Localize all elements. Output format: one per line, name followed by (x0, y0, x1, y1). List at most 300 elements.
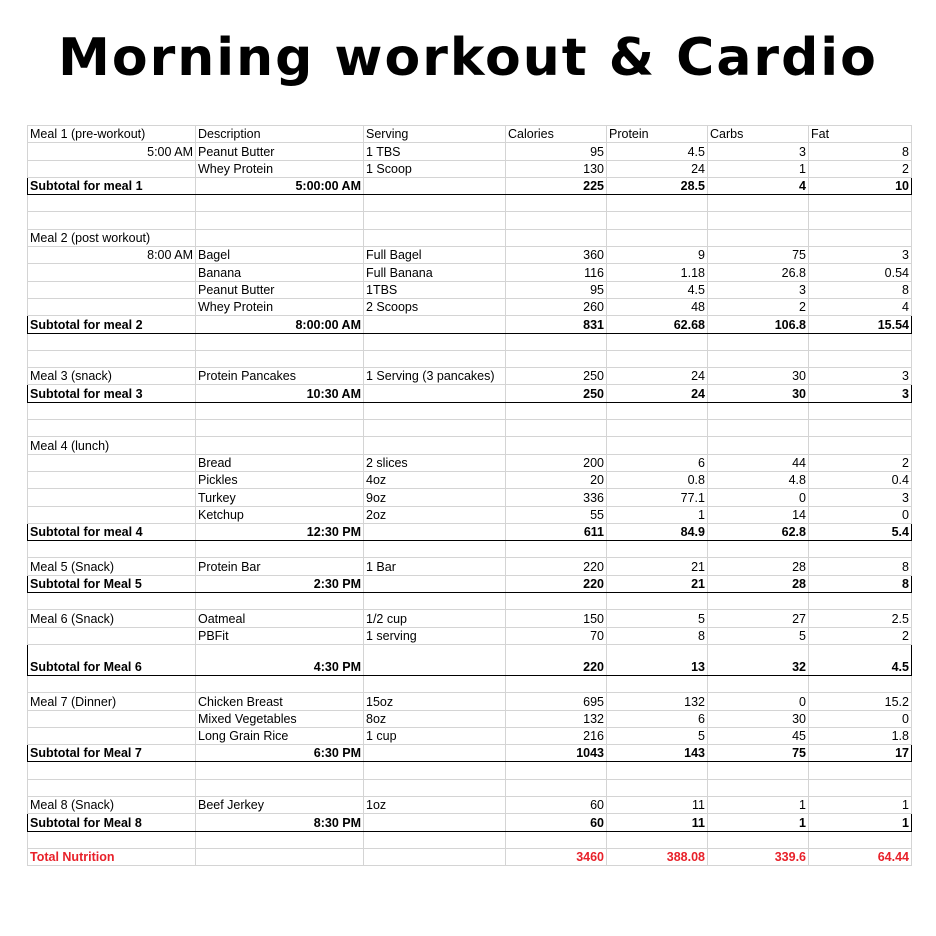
cell[interactable]: 220 (506, 575, 607, 592)
cell[interactable] (506, 333, 607, 350)
cell[interactable]: 5:00 AM (28, 143, 196, 160)
cell[interactable]: Chicken Breast (196, 693, 364, 710)
cell[interactable]: 2 (809, 627, 912, 644)
cell[interactable] (364, 644, 506, 675)
cell[interactable] (28, 831, 196, 848)
cell[interactable]: 11 (607, 814, 708, 831)
cell[interactable] (809, 779, 912, 796)
cell[interactable]: 1043 (506, 745, 607, 762)
cell[interactable] (196, 333, 364, 350)
column-header[interactable]: Protein (607, 126, 708, 143)
cell[interactable]: 21 (607, 558, 708, 575)
column-header[interactable]: Carbs (708, 126, 809, 143)
cell[interactable]: 225 (506, 177, 607, 194)
cell[interactable]: 5:00:00 AM (196, 177, 364, 194)
cell[interactable]: 12:30 PM (196, 523, 364, 540)
cell[interactable]: 4.5 (607, 143, 708, 160)
cell[interactable]: 30 (708, 368, 809, 385)
cell[interactable] (708, 675, 809, 692)
cell[interactable] (364, 316, 506, 333)
cell[interactable]: 3 (809, 368, 912, 385)
cell[interactable]: 1 serving (364, 627, 506, 644)
cell[interactable] (364, 212, 506, 229)
column-header[interactable]: Serving (364, 126, 506, 143)
cell[interactable]: 20 (506, 471, 607, 488)
cell[interactable] (28, 160, 196, 177)
cell[interactable] (28, 281, 196, 298)
cell[interactable] (506, 402, 607, 419)
cell[interactable]: 13 (607, 644, 708, 675)
cell[interactable]: Full Banana (364, 264, 506, 281)
cell[interactable] (506, 675, 607, 692)
cell[interactable]: 8 (607, 627, 708, 644)
cell[interactable] (506, 195, 607, 212)
cell[interactable] (506, 212, 607, 229)
cell[interactable]: 28 (708, 558, 809, 575)
cell[interactable] (364, 831, 506, 848)
cell[interactable] (809, 212, 912, 229)
cell[interactable]: Meal 6 (Snack) (28, 610, 196, 627)
cell[interactable]: 5.4 (809, 523, 912, 540)
cell[interactable]: 1/2 cup (364, 610, 506, 627)
cell[interactable] (196, 779, 364, 796)
cell[interactable]: Ketchup (196, 506, 364, 523)
cell[interactable]: Oatmeal (196, 610, 364, 627)
cell[interactable]: 62.68 (607, 316, 708, 333)
cell[interactable]: Protein Bar (196, 558, 364, 575)
cell[interactable] (607, 762, 708, 779)
cell[interactable] (28, 212, 196, 229)
cell[interactable]: 2oz (364, 506, 506, 523)
cell[interactable]: 4.5 (607, 281, 708, 298)
cell[interactable]: 15.54 (809, 316, 912, 333)
cell[interactable]: 15.2 (809, 693, 912, 710)
cell[interactable] (28, 710, 196, 727)
cell[interactable] (708, 195, 809, 212)
column-header[interactable]: Description (196, 126, 364, 143)
cell[interactable]: 1 TBS (364, 143, 506, 160)
cell[interactable] (809, 420, 912, 437)
cell[interactable]: 0.4 (809, 471, 912, 488)
cell[interactable] (708, 212, 809, 229)
column-header[interactable]: Calories (506, 126, 607, 143)
cell[interactable] (28, 350, 196, 367)
cell[interactable]: 388.08 (607, 848, 708, 865)
cell[interactable] (196, 195, 364, 212)
cell[interactable]: 8 (809, 575, 912, 592)
cell[interactable] (28, 333, 196, 350)
cell[interactable]: 77.1 (607, 489, 708, 506)
cell[interactable]: 95 (506, 281, 607, 298)
cell[interactable]: 339.6 (708, 848, 809, 865)
cell[interactable] (708, 229, 809, 246)
cell[interactable] (196, 420, 364, 437)
cell[interactable] (28, 506, 196, 523)
cell[interactable] (506, 350, 607, 367)
cell[interactable] (506, 831, 607, 848)
cell[interactable] (28, 627, 196, 644)
cell[interactable] (708, 541, 809, 558)
cell[interactable]: Peanut Butter (196, 143, 364, 160)
cell[interactable]: 15oz (364, 693, 506, 710)
cell[interactable] (809, 762, 912, 779)
cell[interactable] (607, 593, 708, 610)
cell[interactable]: Beef Jerkey (196, 796, 364, 813)
cell[interactable] (809, 437, 912, 454)
cell[interactable]: 28.5 (607, 177, 708, 194)
cell[interactable]: Mixed Vegetables (196, 710, 364, 727)
cell[interactable]: Subtotal for meal 2 (28, 316, 196, 333)
cell[interactable]: 8oz (364, 710, 506, 727)
column-header[interactable]: Meal 1 (pre-workout) (28, 126, 196, 143)
cell[interactable]: 1 (809, 796, 912, 813)
cell[interactable]: 1 (809, 814, 912, 831)
cell[interactable]: Subtotal for meal 4 (28, 523, 196, 540)
cell[interactable] (364, 437, 506, 454)
cell[interactable] (28, 471, 196, 488)
cell[interactable] (196, 831, 364, 848)
cell[interactable]: 30 (708, 710, 809, 727)
cell[interactable]: 250 (506, 368, 607, 385)
cell[interactable]: Turkey (196, 489, 364, 506)
cell[interactable]: 60 (506, 796, 607, 813)
cell[interactable] (809, 541, 912, 558)
cell[interactable]: 336 (506, 489, 607, 506)
cell[interactable]: 220 (506, 558, 607, 575)
cell[interactable] (708, 402, 809, 419)
cell[interactable] (708, 831, 809, 848)
cell[interactable]: 6 (607, 710, 708, 727)
cell[interactable] (607, 333, 708, 350)
cell[interactable] (28, 195, 196, 212)
cell[interactable]: 28 (708, 575, 809, 592)
cell[interactable] (196, 212, 364, 229)
cell[interactable]: PBFit (196, 627, 364, 644)
cell[interactable]: 62.8 (708, 523, 809, 540)
cell[interactable] (196, 541, 364, 558)
cell[interactable] (506, 762, 607, 779)
cell[interactable]: 1.18 (607, 264, 708, 281)
cell[interactable]: Banana (196, 264, 364, 281)
cell[interactable] (28, 264, 196, 281)
cell[interactable] (364, 593, 506, 610)
cell[interactable]: 4 (708, 177, 809, 194)
cell[interactable] (196, 593, 364, 610)
cell[interactable]: 4.5 (809, 644, 912, 675)
cell[interactable] (28, 454, 196, 471)
cell[interactable]: 24 (607, 385, 708, 402)
cell[interactable]: 1TBS (364, 281, 506, 298)
cell[interactable]: 17 (809, 745, 912, 762)
cell[interactable] (28, 675, 196, 692)
cell[interactable]: 6:30 PM (196, 745, 364, 762)
cell[interactable]: 5 (708, 627, 809, 644)
table-row (28, 368, 912, 385)
cell[interactable]: 0 (708, 489, 809, 506)
cell[interactable]: 2 (809, 160, 912, 177)
cell[interactable] (364, 177, 506, 194)
cell[interactable] (364, 420, 506, 437)
cell[interactable]: Subtotal for Meal 8 (28, 814, 196, 831)
cell[interactable] (364, 402, 506, 419)
cell[interactable]: 3 (708, 143, 809, 160)
cell[interactable] (708, 762, 809, 779)
cell[interactable]: Total Nutrition (28, 848, 196, 865)
cell[interactable]: 26.8 (708, 264, 809, 281)
cell[interactable]: 48 (607, 298, 708, 315)
cell[interactable] (607, 420, 708, 437)
cell[interactable]: 3 (809, 489, 912, 506)
cell[interactable] (196, 675, 364, 692)
cell[interactable]: Meal 2 (post workout) (28, 229, 196, 246)
cell[interactable]: 32 (708, 644, 809, 675)
cell[interactable]: 44 (708, 454, 809, 471)
cell[interactable]: Meal 7 (Dinner) (28, 693, 196, 710)
cell[interactable] (607, 831, 708, 848)
cell[interactable] (607, 212, 708, 229)
cell[interactable]: Subtotal for Meal 7 (28, 745, 196, 762)
cell[interactable] (607, 541, 708, 558)
cell[interactable]: 220 (506, 644, 607, 675)
cell[interactable]: 2 slices (364, 454, 506, 471)
cell[interactable]: 4oz (364, 471, 506, 488)
cell[interactable] (506, 229, 607, 246)
cell[interactable] (196, 437, 364, 454)
cell[interactable]: 6 (607, 454, 708, 471)
cell[interactable]: 1 cup (364, 727, 506, 744)
cell[interactable] (607, 779, 708, 796)
cell[interactable] (607, 350, 708, 367)
table-row (28, 506, 912, 523)
cell[interactable] (364, 385, 506, 402)
table-row (28, 264, 912, 281)
cell[interactable]: Meal 5 (Snack) (28, 558, 196, 575)
cell[interactable]: 260 (506, 298, 607, 315)
cell[interactable]: 9oz (364, 489, 506, 506)
cell[interactable]: 2:30 PM (196, 575, 364, 592)
cell[interactable]: 8:30 PM (196, 814, 364, 831)
cell[interactable]: 1 (708, 160, 809, 177)
cell[interactable] (28, 420, 196, 437)
cell[interactable] (28, 298, 196, 315)
cell[interactable]: 2 (809, 454, 912, 471)
cell[interactable]: 2 (708, 298, 809, 315)
cell[interactable] (28, 593, 196, 610)
cell[interactable] (809, 333, 912, 350)
cell[interactable]: Protein Pancakes (196, 368, 364, 385)
cell[interactable]: 10:30 AM (196, 385, 364, 402)
cell[interactable]: 116 (506, 264, 607, 281)
cell[interactable]: 8:00:00 AM (196, 316, 364, 333)
cell[interactable]: Full Bagel (364, 247, 506, 264)
cell[interactable]: 360 (506, 247, 607, 264)
column-header[interactable]: Fat (809, 126, 912, 143)
cell[interactable]: 1 Scoop (364, 160, 506, 177)
cell[interactable] (708, 333, 809, 350)
cell[interactable] (364, 541, 506, 558)
cell[interactable]: 831 (506, 316, 607, 333)
cell[interactable]: 3 (708, 281, 809, 298)
cell[interactable] (708, 779, 809, 796)
cell[interactable]: 8:00 AM (28, 247, 196, 264)
cell[interactable]: Peanut Butter (196, 281, 364, 298)
cell[interactable]: 3 (809, 247, 912, 264)
cell[interactable]: 695 (506, 693, 607, 710)
cell[interactable] (809, 675, 912, 692)
cell[interactable]: 21 (607, 575, 708, 592)
cell[interactable]: 132 (607, 693, 708, 710)
cell[interactable] (364, 575, 506, 592)
cell[interactable]: 1.8 (809, 727, 912, 744)
cell[interactable]: Subtotal for Meal 5 (28, 575, 196, 592)
cell[interactable] (708, 593, 809, 610)
cell[interactable]: Pickles (196, 471, 364, 488)
cell[interactable] (607, 437, 708, 454)
cell[interactable] (809, 350, 912, 367)
cell[interactable]: 64.44 (809, 848, 912, 865)
cell[interactable]: 1 (708, 796, 809, 813)
cell[interactable] (364, 745, 506, 762)
cell[interactable]: 24 (607, 160, 708, 177)
table-row (28, 333, 912, 350)
cell[interactable] (364, 848, 506, 865)
cell[interactable] (506, 779, 607, 796)
cell[interactable] (196, 350, 364, 367)
cell[interactable] (607, 402, 708, 419)
cell[interactable]: 1 (607, 506, 708, 523)
cell[interactable] (196, 762, 364, 779)
cell[interactable]: 3 (809, 385, 912, 402)
cell[interactable]: 70 (506, 627, 607, 644)
cell[interactable] (506, 541, 607, 558)
cell[interactable]: Bread (196, 454, 364, 471)
cell[interactable] (364, 229, 506, 246)
cell[interactable]: 24 (607, 368, 708, 385)
cell[interactable]: 0 (809, 710, 912, 727)
cell[interactable]: 27 (708, 610, 809, 627)
cell[interactable]: 45 (708, 727, 809, 744)
cell[interactable]: Whey Protein (196, 160, 364, 177)
cell[interactable]: 132 (506, 710, 607, 727)
cell[interactable] (607, 675, 708, 692)
cell[interactable]: Meal 4 (lunch) (28, 437, 196, 454)
cell[interactable]: 75 (708, 745, 809, 762)
cell[interactable] (28, 489, 196, 506)
cell[interactable] (364, 675, 506, 692)
cell[interactable]: 5 (607, 610, 708, 627)
cell[interactable]: 106.8 (708, 316, 809, 333)
cell[interactable]: 0 (809, 506, 912, 523)
cell[interactable]: 8 (809, 558, 912, 575)
cell[interactable]: 75 (708, 247, 809, 264)
cell[interactable]: 3460 (506, 848, 607, 865)
cell[interactable]: 5 (607, 727, 708, 744)
cell[interactable]: Whey Protein (196, 298, 364, 315)
cell[interactable]: 2.5 (809, 610, 912, 627)
cell[interactable]: Bagel (196, 247, 364, 264)
cell[interactable]: Meal 8 (Snack) (28, 796, 196, 813)
cell[interactable]: 0.54 (809, 264, 912, 281)
cell[interactable] (506, 437, 607, 454)
cell[interactable] (364, 195, 506, 212)
cell[interactable]: Subtotal for meal 1 (28, 177, 196, 194)
cell[interactable]: 95 (506, 143, 607, 160)
cell[interactable] (364, 814, 506, 831)
cell[interactable]: 84.9 (607, 523, 708, 540)
cell[interactable]: 10 (809, 177, 912, 194)
cell[interactable] (809, 195, 912, 212)
cell[interactable] (607, 229, 708, 246)
cell[interactable] (364, 350, 506, 367)
cell[interactable]: 143 (607, 745, 708, 762)
cell[interactable]: Subtotal for meal 3 (28, 385, 196, 402)
cell[interactable] (506, 420, 607, 437)
cell[interactable] (28, 779, 196, 796)
cell[interactable]: Subtotal for Meal 6 (28, 644, 196, 675)
cell[interactable] (809, 402, 912, 419)
cell[interactable]: 4 (809, 298, 912, 315)
cell[interactable] (809, 229, 912, 246)
cell[interactable]: 60 (506, 814, 607, 831)
cell[interactable] (506, 593, 607, 610)
cell[interactable] (809, 831, 912, 848)
cell[interactable] (809, 593, 912, 610)
cell[interactable]: 4.8 (708, 471, 809, 488)
cell[interactable]: 1 Bar (364, 558, 506, 575)
cell[interactable] (28, 727, 196, 744)
cell[interactable] (28, 762, 196, 779)
cell[interactable] (364, 333, 506, 350)
cell[interactable]: 611 (506, 523, 607, 540)
cell[interactable]: 55 (506, 506, 607, 523)
cell[interactable]: 130 (506, 160, 607, 177)
cell[interactable] (364, 762, 506, 779)
cell[interactable] (28, 541, 196, 558)
cell[interactable] (364, 779, 506, 796)
cell[interactable]: 8 (809, 281, 912, 298)
cell[interactable]: 2 Scoops (364, 298, 506, 315)
cell[interactable] (708, 420, 809, 437)
table-row (28, 143, 912, 160)
cell[interactable]: 30 (708, 385, 809, 402)
cell[interactable] (708, 350, 809, 367)
cell[interactable]: 0 (708, 693, 809, 710)
table-row (28, 195, 912, 212)
cell[interactable]: 150 (506, 610, 607, 627)
cell[interactable]: Long Grain Rice (196, 727, 364, 744)
cell[interactable] (364, 523, 506, 540)
cell[interactable] (196, 848, 364, 865)
cell[interactable]: 11 (607, 796, 708, 813)
cell[interactable]: 1 Serving (3 pancakes) (364, 368, 506, 385)
cell[interactable] (607, 195, 708, 212)
cell[interactable] (28, 402, 196, 419)
cell[interactable] (708, 437, 809, 454)
cell[interactable]: 216 (506, 727, 607, 744)
cell[interactable]: 14 (708, 506, 809, 523)
cell[interactable] (196, 229, 364, 246)
cell[interactable]: Meal 3 (snack) (28, 368, 196, 385)
cell[interactable]: 8 (809, 143, 912, 160)
cell[interactable] (196, 402, 364, 419)
cell[interactable]: 0.8 (607, 471, 708, 488)
cell[interactable]: 1oz (364, 796, 506, 813)
cell[interactable]: 1 (708, 814, 809, 831)
cell[interactable]: 4:30 PM (196, 644, 364, 675)
cell[interactable]: 9 (607, 247, 708, 264)
cell[interactable]: 200 (506, 454, 607, 471)
cell[interactable]: 250 (506, 385, 607, 402)
